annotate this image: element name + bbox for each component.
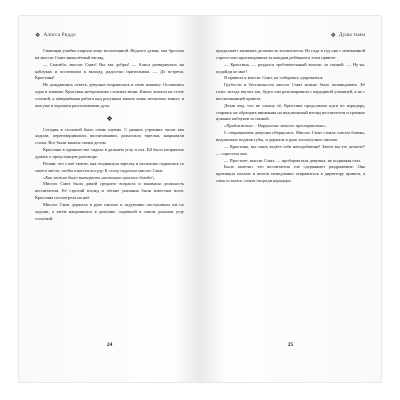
paragraph: — Кристина, — раздался требовательный возглас за спиной. — Ну-ка, подойди ко мне! — [216, 61, 365, 74]
paragraph: Было заметно, что воспитатель еле сдерживает раздражение. Она протянула письмо и велела немедленно отправиться к директору приюта, а сама осталась стоять посреди коридора. — [216, 164, 365, 184]
paragraph: Не дождавшись ответа, девушка отправилась в свою комнату. Оставшись одна в тишине, Кристина неторопливо сложила вещи. Книги лежали на столе стопкой, а завершённая работа над рисунком заняла лишь несколько минут, и она уже в хорошем расположении духа. — [35, 82, 184, 108]
book-spread — [19, 16, 381, 382]
right-page — [200, 16, 381, 382]
paragraph: — Спасибо, миссис Смит! Вы так добры! — Алиса развернулась на каблуках и поспешила к выходу, радостно притопывая. — До встречи, Кристина! — [35, 61, 184, 81]
ornament-icon: ❖ — [35, 32, 41, 39]
italic-thought: «Приближение… Нарушение личного пространства». — [224, 123, 327, 129]
paragraph: — Простите, миссис Смит, — пробормотала девушка, не поднимая глаз. — [224, 157, 362, 163]
page-number-right: 25 — [287, 342, 294, 348]
paragraph: Сегодня в столовой было очень шумно. С ранних утренних часов там ходили, переговаривались воспитанники, разносили тарелки, накрывали столы. Все были заняты своим делом. — [35, 126, 184, 146]
paragraph: продолжает занимать должность воспитателя. Из года в год она с неизменной строгостью присматривала за каждым ребёнком в этом приюте. — [216, 48, 365, 60]
ornament-icon: ❖ — [330, 32, 336, 39]
page-number-left: 24 — [106, 342, 113, 348]
italic-thought: «Как можно было вытерпеть настолько простое блюдо!» — [43, 174, 155, 180]
header-title: Душа тьмы — [338, 32, 365, 38]
paragraph: Я привела к миссис Смит, не собираясь здороваться. — [224, 75, 324, 81]
paragraph: Грубости и бестактности миссис Смит можно было позавидовать. Её голос всегда звучал так, будто она разговаривала с нерадивой ученицей, а не с воспитанницей приюта. — [216, 82, 365, 101]
paragraph: Миссис Смит была дамой среднего возраста и занимала должность воспитателя. Её строгий взгляд и чёткие указания были известны всем. Кристина посмотрела на неё. — [35, 181, 184, 201]
running-header-left — [35, 30, 184, 40]
paragraph: С отвращением девушка обернулась. Миссис Смит стояла совсем близко, недовольно поджав губы, и держала в руке злополучное письмо. — [216, 130, 365, 142]
page-body-left — [35, 48, 184, 222]
running-header-right — [216, 30, 365, 40]
paragraph: Кристина в одиночестве сидела в дальнем углу и ела. Ей было неприятно думать о предстоящем разговоре. — [35, 147, 184, 159]
paragraph: Решив, что с неё хватит, она отодвинула тарелку и неспешно поднялась со своего места, чтобы отнести посуду. К столу подошла миссис Смит. — [35, 160, 184, 173]
paragraph: Миссис Смит держала в руке письмо и задумчиво постукивала им по ладони, а затем направилась к девушке, сидевшей в самом дальнем углу столовой. — [35, 201, 184, 221]
paragraph: — Кристина, вы опять ведёте себя неподобающе! Зачем вы это делаете? — спросила она. — [216, 143, 365, 156]
left-page — [19, 16, 200, 382]
paragraph: Делая вид, что не слышу её, Кристина продолжала идти по коридору, стараясь не обращать внимания на недовольный взгляд воспитателя и громкое цоканье каблуков за спиной. — [216, 102, 365, 122]
header-author: Алисса Риддл — [43, 32, 76, 38]
page-body-right — [216, 48, 365, 185]
section-separator-icon: ❖ — [106, 114, 113, 123]
paragraph: Сияющая улыбка озарила лицо воспитанной. Недолго думая, она бросила на миссис Смит мимолётный взгляд. — [35, 48, 184, 60]
